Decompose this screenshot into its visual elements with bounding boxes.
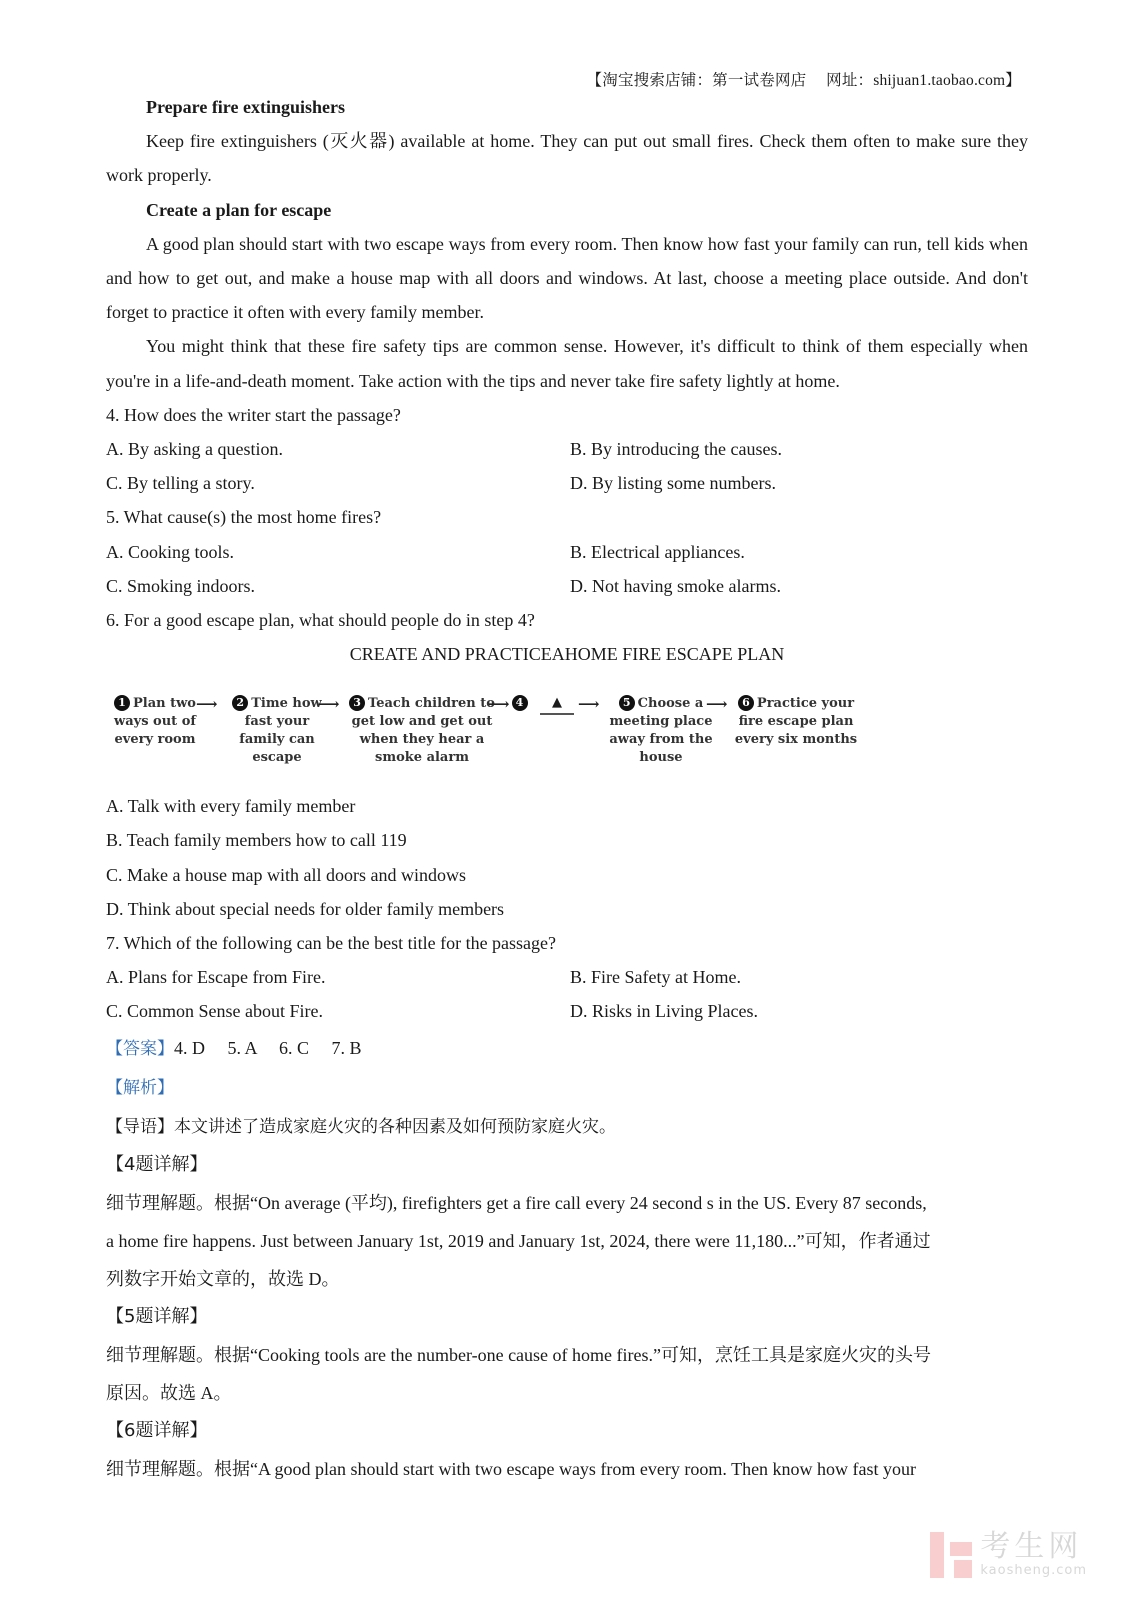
step-1 xyxy=(108,695,202,749)
arrow-icon: ⟶ xyxy=(488,695,510,714)
blank-triangle-icon: ▲ xyxy=(552,695,562,711)
step-text: Plan two ways out of every room xyxy=(114,696,196,748)
option-b: B. Fire Safety at Home. xyxy=(570,967,741,988)
step-number-icon: 4 xyxy=(512,695,528,711)
step-6 xyxy=(732,695,860,749)
options-row xyxy=(106,569,1028,603)
step-number-icon: 3 xyxy=(349,695,365,711)
question-stem: 4. How does the writer start the passage? xyxy=(106,404,401,425)
watermark-logo-icon xyxy=(930,1532,972,1578)
analysis-label: 【解析】 xyxy=(106,1077,174,1098)
detail-line: a home fire happens. Just between January 1st, 2019 and January 1st, 2024, there were 11,180...”可知，作者通过 xyxy=(106,1230,931,1251)
option-a: A. Cooking tools. xyxy=(106,541,235,562)
option-b: B. Electrical appliances. xyxy=(570,541,745,562)
step-3 xyxy=(342,695,502,767)
step-4-blank xyxy=(540,693,574,715)
question-stem: 6. For a good escape plan, what should people do in step 4? xyxy=(106,610,535,631)
step-5 xyxy=(602,695,720,767)
options-row xyxy=(106,466,1028,500)
escape-plan-diagram xyxy=(106,689,1028,789)
watermark xyxy=(930,1531,1087,1578)
intro-text: 本文讲述了造成家庭火灾的各种因素及如何预防家庭火灾。 xyxy=(174,1116,616,1137)
detail-line: 细节理解题。根据“A good plan should start with two escape ways from every room. Then know how fast your xyxy=(106,1458,917,1479)
watermark-cn: 考生网 xyxy=(980,1529,1083,1564)
section-heading: Create a plan for escape xyxy=(146,199,332,220)
watermark-en: kaosheng.com xyxy=(980,1563,1087,1578)
step-number-icon: 2 xyxy=(232,695,248,711)
options-row xyxy=(106,535,1028,569)
detail-line: 细节理解题。根据“On average (平均), firefighters get a fire call every 24 second s in the US. Every 87 seconds, xyxy=(106,1192,927,1213)
option-b: B. Teach family members how to call 119 xyxy=(106,830,407,851)
option-d: D. Risks in Living Places. xyxy=(570,1001,758,1022)
option-d: D. Think about special needs for older family members xyxy=(106,898,505,919)
step-4 xyxy=(510,695,532,713)
arrow-icon: ⟶ xyxy=(706,695,728,714)
answer-value: 4. D 5. A 6. C 7. B xyxy=(174,1037,362,1058)
detail-label: 【4题详解】 xyxy=(106,1153,208,1175)
answer-line xyxy=(106,1029,1028,1068)
option-c: C. Common Sense about Fire. xyxy=(106,1001,323,1022)
detail-label: 【6题详解】 xyxy=(106,1419,208,1441)
arrow-icon: ⟶ xyxy=(578,695,600,714)
option-a: A. By asking a question. xyxy=(106,439,283,460)
detail-line: 列数字开始文章的，故选 D。 xyxy=(106,1268,340,1289)
step-number-icon: 5 xyxy=(619,695,635,711)
question-stem: 7. Which of the following can be the best title for the passage? xyxy=(106,933,557,954)
document-page xyxy=(106,90,1028,1488)
step-number-icon: 6 xyxy=(738,695,754,711)
detail-line: 细节理解题。根据“Cooking tools are the number-one cause of home fires.”可知，烹饪工具是家庭火灾的头号 xyxy=(106,1344,932,1365)
option-d: D. Not having smoke alarms. xyxy=(570,575,781,596)
option-c: C. Smoking indoors. xyxy=(106,575,256,596)
step-text: Choose a meeting place away from the house xyxy=(609,696,713,766)
option-c: C. Make a house map with all doors and windows xyxy=(106,864,466,885)
option-d: D. By listing some numbers. xyxy=(570,473,776,494)
step-2 xyxy=(222,695,332,767)
option-c: C. By telling a story. xyxy=(106,473,255,494)
question-stem: 5. What cause(s) the most home fires? xyxy=(106,507,382,528)
arrow-icon: ⟶ xyxy=(318,695,340,714)
arrow-icon: ⟶ xyxy=(196,695,218,714)
options-row xyxy=(106,960,1028,994)
header-note: 【淘宝搜索店铺：第一试卷网店 网址：shijuan1.taobao.com】 xyxy=(586,72,1021,89)
step-text: Practice your fire escape plan every six months xyxy=(734,696,858,748)
section-paragraph: A good plan should start with two escape ways from every room. Then know how fast your family can run, tell kids when and how to get out, and make a house map with all doors and windows. At last, choose a meeting place outside. And don't forget to practice it often with every family member. xyxy=(106,233,1028,323)
intro-label: 【导语】 xyxy=(106,1116,174,1137)
options-row xyxy=(106,994,1028,1028)
intro-line xyxy=(106,1107,1028,1146)
option-a: A. Talk with every family member xyxy=(106,796,356,817)
step-number-icon: 1 xyxy=(114,695,130,711)
step-text: Time how fast your family can escape xyxy=(239,696,322,766)
answer-label: 【答案】 xyxy=(106,1038,174,1059)
section-heading: Prepare fire extinguishers xyxy=(146,97,345,117)
figure-title: CREATE AND PRACTICEAHOME FIRE ESCAPE PLAN xyxy=(349,644,785,665)
option-a: A. Plans for Escape from Fire. xyxy=(106,967,326,988)
detail-line: 原因。故选 A。 xyxy=(106,1382,232,1403)
option-b: B. By introducing the causes. xyxy=(570,439,782,460)
options-row xyxy=(106,432,1028,466)
analysis-line xyxy=(106,1068,1028,1107)
closing-paragraph: You might think that these fire safety tips are common sense. However, it's difficult to think of them especially when you're in a life-and-death moment. Take action with the tips and never take fire safety lightly at home. xyxy=(106,336,1028,391)
step-text: Teach children to get low and get out when they hear a smoke alarm xyxy=(351,696,495,766)
detail-label: 【5题详解】 xyxy=(106,1305,208,1327)
section-paragraph: Keep fire extinguishers (灭火器) available at home. They can put out small fires. Check them often to make sure they work properly. xyxy=(106,131,1028,186)
